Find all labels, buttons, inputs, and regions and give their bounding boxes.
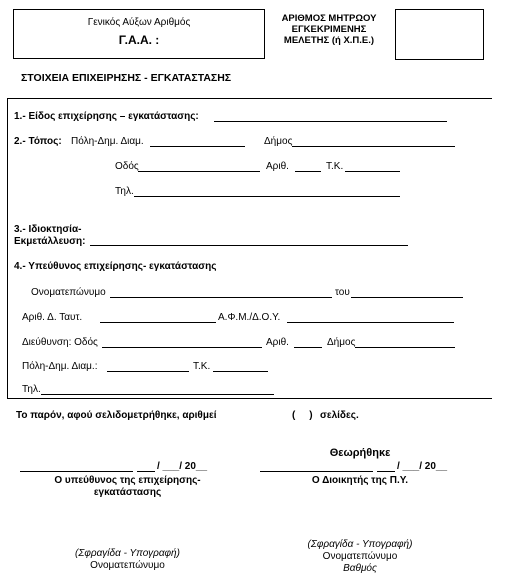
ownership-label-line2: Εκμετάλλευση: bbox=[14, 236, 86, 247]
location-number-field[interactable] bbox=[295, 171, 321, 172]
right-date: / ___/ 20__ bbox=[397, 461, 448, 472]
gaa-caption: Γενικός Αύξων Αριθμός bbox=[87, 17, 191, 28]
location-phone-label: Τηλ. bbox=[115, 186, 134, 197]
right-seen-label: Θεωρήθηκε bbox=[329, 447, 391, 459]
registry-line-3: ΜΕΛΕΤΗΣ (ή Χ.Π.Ε.) bbox=[283, 35, 375, 46]
responsible-name-field[interactable] bbox=[110, 297, 332, 298]
responsible-postcode-field[interactable] bbox=[213, 371, 268, 372]
right-rank-label: Βαθμός bbox=[343, 563, 377, 574]
responsible-phone-label: Τηλ. bbox=[22, 384, 41, 395]
right-name-label: Ονοματεπώνυμο bbox=[322, 551, 398, 562]
responsible-name-label: Ονοματεπώνυμο bbox=[31, 287, 106, 298]
location-city-label: Πόλη-Δημ. Διαμ. bbox=[71, 136, 144, 147]
location-label: 2.- Τόπος: bbox=[14, 136, 62, 147]
location-postcode-field[interactable] bbox=[345, 171, 400, 172]
location-street-field[interactable] bbox=[138, 171, 260, 172]
responsible-person-label: 4.- Υπεύθυνος επιχείρησης- εγκατάστασης bbox=[14, 261, 217, 272]
responsible-phone-field[interactable] bbox=[41, 394, 274, 395]
responsible-street-field[interactable] bbox=[102, 347, 262, 348]
responsible-id-label: Αριθ. Δ. Ταυτ. bbox=[22, 312, 83, 323]
registry-number-title bbox=[268, 13, 390, 46]
responsible-municipality-label: Δήμος bbox=[327, 337, 356, 348]
responsible-number-label: Αριθ. bbox=[266, 337, 289, 348]
location-municipality-field[interactable] bbox=[292, 146, 455, 147]
left-signer-title-2: εγκατάστασης bbox=[93, 487, 162, 498]
business-type-field[interactable] bbox=[214, 121, 447, 122]
location-municipality-label: Δήμος bbox=[264, 136, 293, 147]
gaa-label: Γ.Α.Α. : bbox=[118, 33, 160, 47]
registry-line-2: ΕΓΚΕΚΡΙΜΕΝΗΣ bbox=[291, 24, 367, 35]
ownership-field[interactable] bbox=[90, 245, 408, 246]
left-date-month-line bbox=[137, 471, 155, 472]
right-date-day-field[interactable] bbox=[260, 471, 373, 472]
responsible-municipality-field[interactable] bbox=[355, 347, 455, 348]
left-date-day-field[interactable] bbox=[20, 471, 133, 472]
left-date: / ___/ 20__ bbox=[157, 461, 208, 472]
left-signer-title-1: Ο υπεύθυνος της επιχείρησης- bbox=[54, 475, 201, 486]
right-date-month-line bbox=[377, 471, 395, 472]
right-stamp-label: (Σφραγίδα - Υπογραφή) bbox=[307, 539, 413, 550]
registry-number-box[interactable] bbox=[395, 9, 484, 60]
location-city-field[interactable] bbox=[150, 146, 245, 147]
left-name-label: Ονοματεπώνυμο bbox=[90, 560, 165, 571]
location-number-label: Αριθ. bbox=[266, 161, 289, 172]
left-stamp-label: (Σφραγίδα - Υπογραφή) bbox=[75, 548, 180, 559]
right-signer-title: Ο Διοικητής της Π.Υ. bbox=[311, 475, 409, 486]
business-type-label: 1.- Είδος επιχείρησης – εγκατάστασης: bbox=[14, 111, 199, 122]
responsible-father-label: του bbox=[335, 287, 350, 298]
responsible-afm-field[interactable] bbox=[287, 322, 454, 323]
location-postcode-label: Τ.Κ. bbox=[326, 161, 344, 172]
responsible-afm-label: Α.Φ.Μ./Δ.Ο.Υ. bbox=[218, 312, 281, 323]
responsible-number-field[interactable] bbox=[294, 347, 322, 348]
responsible-father-field[interactable] bbox=[351, 297, 463, 298]
responsible-city-field[interactable] bbox=[107, 371, 189, 372]
pages-statement: Το παρόν, αφού σελιδομετρήθηκε, αριθμεί bbox=[16, 410, 217, 421]
responsible-id-field[interactable] bbox=[100, 322, 216, 323]
responsible-address-label: Διεύθυνση: Οδός bbox=[22, 337, 98, 348]
pages-suffix: σελίδες. bbox=[320, 410, 359, 421]
location-street-label: Οδός bbox=[115, 161, 139, 172]
ownership-label-line1: 3.- Ιδιοκτησία- bbox=[14, 224, 82, 235]
responsible-city-label: Πόλη-Δημ. Διαμ.: bbox=[22, 361, 98, 372]
pages-count-field[interactable]: ( ) bbox=[292, 410, 313, 421]
section-title: ΣΤΟΙΧΕΙΑ ΕΠΙΧΕΙΡΗΣΗΣ - ΕΓΚΑΤΑΣΤΑΣΗΣ bbox=[21, 72, 232, 84]
registry-line-1: ΑΡΙΘΜΟΣ ΜΗΤΡΩΟΥ bbox=[281, 13, 377, 24]
location-phone-field[interactable] bbox=[134, 196, 400, 197]
responsible-postcode-label: Τ.Κ. bbox=[193, 361, 211, 372]
